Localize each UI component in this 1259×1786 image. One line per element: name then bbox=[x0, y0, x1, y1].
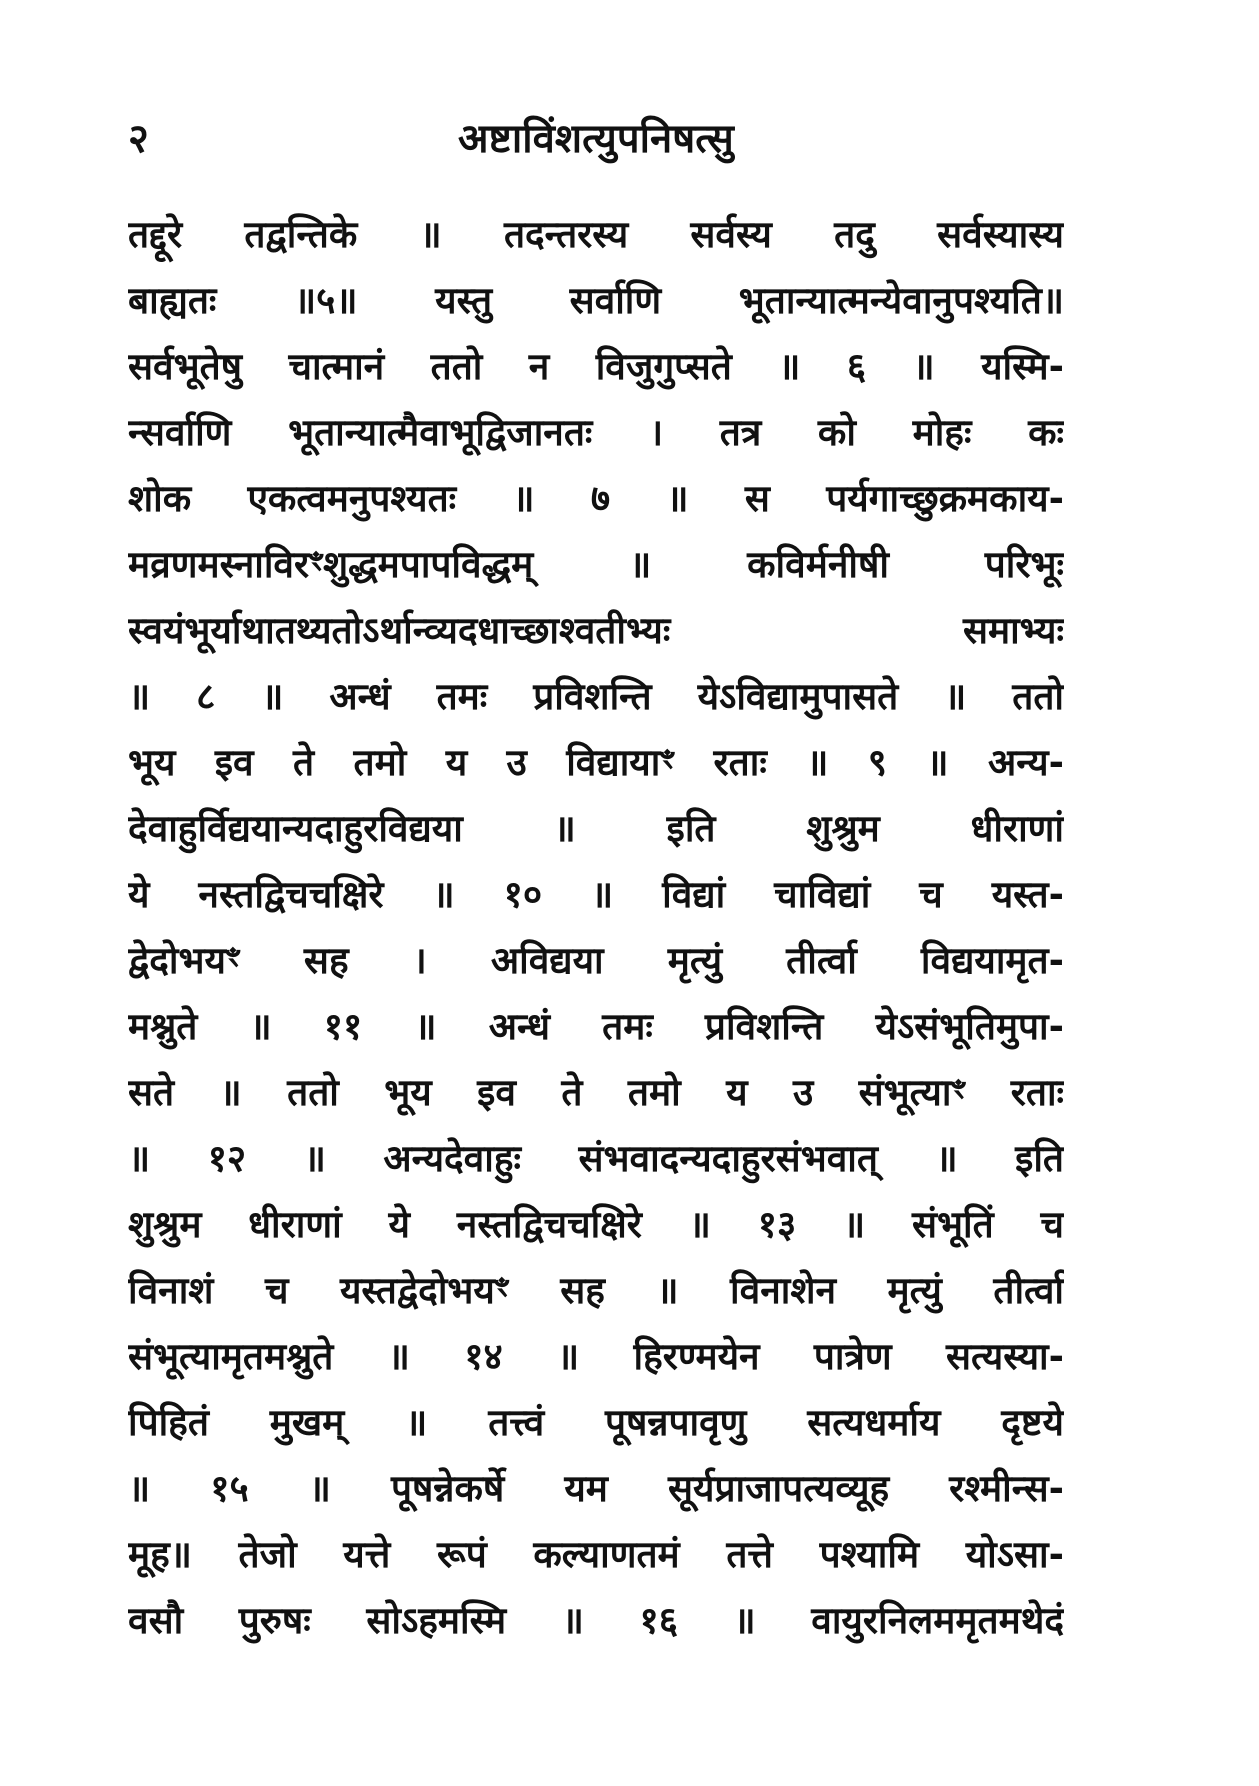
text-line-10: देवाहुर्विद्ययान्यदाहुरविद्यया ॥ इति शुश्रुम धीराणां bbox=[128, 807, 1064, 850]
verse-text-block bbox=[128, 202, 1064, 1654]
text-line-18: संभूत्यामृतमश्नुते ॥ १४ ॥ हिरण्मयेन पात्रेण सत्यस्या- bbox=[128, 1335, 1064, 1378]
text-line-8: ॥ ८ ॥ अन्धं तमः प्रविशन्ति येऽविद्यामुपासते ॥ ततो bbox=[128, 675, 1064, 718]
text-line-19: पिहितं मुखम् ॥ तत्त्वं पूषन्नपावृणु सत्यधर्माय दृष्टये bbox=[128, 1401, 1064, 1444]
text-line-11: ये नस्तद्विचचक्षिरे ॥ १० ॥ विद्यां चाविद्यां च यस्त- bbox=[128, 873, 1064, 916]
text-line-16: शुश्रुम धीराणां ये नस्तद्विचचक्षिरे ॥ १३ ॥ संभूतिं च bbox=[128, 1203, 1064, 1246]
text-line-1: तद्दूरे तद्वन्तिके ॥ तदन्तरस्य सर्वस्य तदु सर्वस्यास्य bbox=[128, 213, 1064, 256]
page-header bbox=[128, 108, 1060, 172]
text-line-9: भूय इव ते तमो य उ विद्यायाꣳ रताः ॥ ९ ॥ अन्य- bbox=[128, 741, 1064, 784]
text-line-14: सते ॥ ततो भूय इव ते तमो य उ संभूत्याꣳ रताः bbox=[128, 1071, 1064, 1114]
text-line-3: सर्वभूतेषु चात्मानं ततो न विजुगुप्सते ॥ ६ ॥ यस्मि- bbox=[128, 345, 1064, 388]
text-line-4: न्सर्वाणि भूतान्यात्मैवाभूद्विजानतः । तत्र को मोहः कः bbox=[128, 411, 1064, 454]
text-line-7: स्वयंभूर्याथातथ्यतोऽर्थान्व्यदधाच्छाश्वतीभ्यः समाभ्यः bbox=[128, 609, 1064, 652]
text-line-22: वसौ पुरुषः सोऽहमस्मि ॥ १६ ॥ वायुरनिलममृतमथेदं bbox=[128, 1599, 1064, 1642]
text-line-13: मश्नुते ॥ ११ ॥ अन्धं तमः प्रविशन्ति येऽसंभूतिमुपा- bbox=[128, 1005, 1064, 1048]
text-line-20: ॥ १५ ॥ पूषन्नेकर्षे यम सूर्यप्राजापत्यव्यूह रश्मीन्स- bbox=[128, 1467, 1064, 1510]
text-line-21: मूह॥ तेजो यत्ते रूपं कल्याणतमं तत्ते पश्यामि योऽसा- bbox=[128, 1533, 1064, 1576]
text-line-5: शोक एकत्वमनुपश्यतः ॥ ७ ॥ स पर्यगाच्छुक्रमकाय- bbox=[128, 477, 1064, 520]
text-line-15: ॥ १२ ॥ अन्यदेवाहुः संभवादन्यदाहुरसंभवात् ॥ इति bbox=[128, 1137, 1064, 1180]
running-title: अष्टाविंशत्युपनिषत्सु bbox=[458, 116, 734, 162]
page-number: २ bbox=[128, 116, 149, 162]
text-line-6: मव्रणमस्नाविरꣳशुद्धमपापविद्धम् ॥ कविर्मनीषी परिभूः bbox=[128, 543, 1064, 586]
text-line-17: विनाशं च यस्तद्वेदोभयꣳ सह ॥ विनाशेन मृत्युं तीर्त्वा bbox=[128, 1269, 1064, 1312]
text-line-2: बाह्यतः ॥५॥ यस्तु सर्वाणि भूतान्यात्मन्येवानुपश्यति॥ bbox=[128, 279, 1064, 322]
text-line-12: द्वेदोभयꣳ सह । अविद्यया मृत्युं तीर्त्वा विद्ययामृत- bbox=[128, 939, 1064, 982]
